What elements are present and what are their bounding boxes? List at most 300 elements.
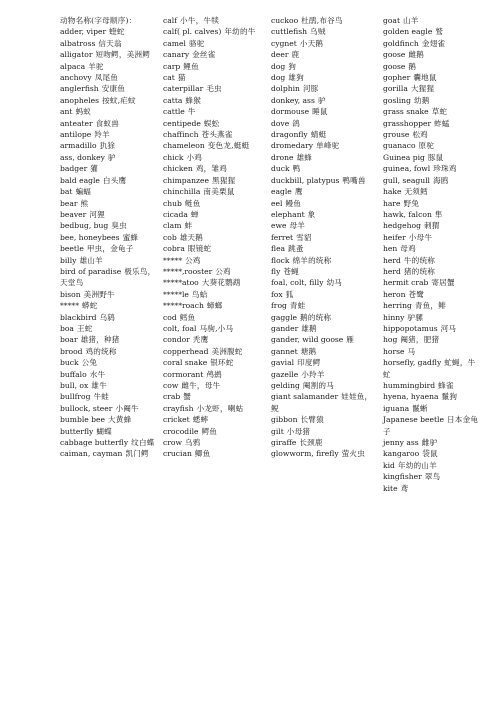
list-item bbox=[271, 118, 373, 129]
list-item bbox=[60, 61, 156, 72]
chinese-name: 动物名称(字母顺序)： bbox=[60, 16, 137, 25]
chinese-name: 鹰 bbox=[294, 187, 303, 197]
english-name: anglerfish bbox=[60, 84, 99, 94]
chinese-name: 小阉牛 bbox=[115, 403, 139, 413]
english-name: bedbug, bug bbox=[60, 221, 109, 231]
list-item bbox=[383, 198, 483, 209]
chinese-name: 鹫 bbox=[435, 27, 444, 37]
chinese-name: 蝉 bbox=[190, 209, 199, 219]
english-name: horsefly, gadfly bbox=[383, 358, 442, 368]
chinese-name: 猫 bbox=[177, 73, 186, 83]
chinese-name: 鹅的统称 bbox=[300, 312, 332, 322]
chinese-name: 蚂蚁 bbox=[75, 107, 92, 117]
chinese-name: 黑猩猩 bbox=[212, 175, 236, 185]
english-name: chub bbox=[163, 198, 182, 208]
english-name: giant salamander bbox=[271, 392, 339, 402]
list-item bbox=[163, 369, 265, 380]
chinese-name: 雌牛，母牛 bbox=[181, 381, 221, 390]
english-name: heifer bbox=[383, 232, 406, 242]
english-name: cob bbox=[163, 232, 177, 242]
chinese-name: 乌鸦 bbox=[184, 438, 201, 448]
list-item bbox=[383, 106, 483, 117]
list-item bbox=[163, 38, 265, 49]
list-item bbox=[60, 334, 156, 345]
english-name: gander, wild goose bbox=[271, 335, 344, 345]
chinese-name: 无须鳕 bbox=[404, 187, 428, 197]
chinese-name: 雄鹅 bbox=[301, 323, 317, 333]
column-2 bbox=[163, 15, 265, 460]
english-name: dormouse bbox=[271, 107, 310, 117]
list-item bbox=[383, 129, 483, 140]
list-item bbox=[163, 277, 265, 288]
chinese-name: 杜鹃,布谷鸟 bbox=[301, 16, 343, 25]
chinese-name: 水牛 bbox=[89, 369, 106, 379]
english-name: cuttlefish bbox=[271, 27, 308, 37]
list-item bbox=[163, 448, 265, 459]
list-item bbox=[60, 106, 156, 117]
chinese-name: 银环蛇 bbox=[210, 358, 234, 368]
english-name: copperhead bbox=[163, 346, 209, 356]
english-name: hedgehog bbox=[383, 221, 421, 231]
english-name: crocodile bbox=[163, 426, 199, 436]
list-item bbox=[60, 118, 156, 129]
list-item bbox=[163, 323, 265, 334]
list-item bbox=[60, 437, 156, 448]
list-item bbox=[383, 163, 483, 174]
list-item bbox=[60, 129, 156, 140]
chinese-name: 小鸡 bbox=[186, 152, 203, 162]
list-item bbox=[383, 312, 483, 323]
list-item bbox=[383, 391, 483, 402]
chinese-name: 跳蚤 bbox=[288, 244, 304, 254]
chinese-name: 鳄鱼 bbox=[201, 426, 218, 436]
list-item bbox=[60, 448, 156, 459]
chinese-name: 鬣狗 bbox=[441, 392, 458, 402]
chinese-name: 雄蜂 bbox=[296, 152, 313, 162]
english-name: jenny ass bbox=[383, 438, 419, 448]
list-item bbox=[271, 426, 373, 437]
chinese-name: 原驼 bbox=[418, 141, 435, 151]
english-name: bee, honeybees bbox=[60, 232, 120, 242]
chinese-name: 驴 bbox=[107, 152, 116, 162]
list-item bbox=[163, 15, 265, 26]
chinese-name: 乌鸫 bbox=[99, 312, 116, 322]
english-name: chaffinch bbox=[163, 130, 199, 140]
list-item bbox=[60, 289, 156, 300]
chinese-name: 按蚊,疟蚊 bbox=[102, 95, 136, 105]
chinese-name: 山羊 bbox=[403, 16, 419, 25]
list-item bbox=[383, 186, 483, 197]
english-name: flea bbox=[271, 244, 286, 254]
chinese-name: 象 bbox=[307, 209, 316, 219]
english-name: fox bbox=[271, 289, 283, 299]
english-name: calf bbox=[163, 16, 178, 25]
list-item bbox=[383, 460, 483, 471]
chinese-name: 年幼的山羊 bbox=[397, 460, 437, 470]
chinese-name: 苍头燕雀 bbox=[201, 130, 233, 140]
chinese-name: 公鸡 bbox=[184, 255, 201, 265]
chinese-name: 鸡的统称 bbox=[85, 346, 117, 356]
list-item bbox=[271, 129, 373, 140]
chinese-name: 乌贼 bbox=[310, 27, 326, 37]
chinese-name: 翠鸟 bbox=[424, 472, 441, 482]
english-name: dog bbox=[271, 73, 286, 83]
english-name: gaggle bbox=[271, 312, 298, 322]
chinese-name: 眼镜蛇 bbox=[187, 244, 212, 254]
english-name: bird of paradise bbox=[60, 266, 122, 276]
chinese-name: 鹅 bbox=[408, 61, 417, 71]
list-item bbox=[383, 323, 483, 334]
english-name: armadillo bbox=[60, 141, 97, 151]
english-name: dromedary bbox=[271, 141, 314, 151]
english-name: albatross bbox=[60, 38, 96, 48]
list-item bbox=[163, 220, 265, 231]
list-item bbox=[383, 26, 483, 37]
chinese-name: 苍蝇 bbox=[283, 266, 299, 276]
list-item bbox=[383, 140, 483, 151]
column-3 bbox=[271, 15, 373, 460]
chinese-name: 河狸 bbox=[89, 209, 105, 219]
english-name: hummingbird bbox=[383, 381, 436, 390]
list-item bbox=[163, 312, 265, 323]
chinese-name: 纹白蝶 bbox=[131, 438, 155, 448]
list-item bbox=[163, 426, 265, 437]
chinese-name: 凤尾鱼 bbox=[94, 73, 119, 83]
chinese-name: 驴 bbox=[317, 95, 326, 105]
list-item bbox=[271, 152, 373, 163]
english-name: ass, donkey bbox=[60, 152, 105, 162]
chinese-name: 蚱蜢 bbox=[434, 118, 450, 128]
english-name: hawk, falcon bbox=[383, 209, 432, 219]
chinese-name: 小母猪 bbox=[286, 426, 311, 436]
english-name: duckbill, platypus bbox=[271, 175, 340, 185]
list-item bbox=[163, 346, 265, 357]
list-item bbox=[271, 414, 373, 425]
chinese-name: 雪貂 bbox=[296, 232, 312, 242]
chinese-name: 驴骡 bbox=[407, 312, 423, 322]
chinese-name: 雁 bbox=[346, 335, 355, 345]
list-item bbox=[383, 95, 483, 106]
english-name: gorilla bbox=[383, 84, 408, 94]
chinese-name: 金翅雀 bbox=[421, 38, 446, 48]
chinese-name: 鲤鱼 bbox=[183, 61, 199, 71]
column-4 bbox=[383, 15, 483, 494]
chinese-name: 雄山羊 bbox=[79, 255, 103, 265]
english-name: badger bbox=[60, 164, 88, 174]
chinese-name: 草蛇 bbox=[431, 107, 448, 117]
list-item bbox=[163, 129, 265, 140]
list-item bbox=[60, 95, 156, 106]
list-item bbox=[271, 38, 373, 49]
chinese-name: 幼鹅 bbox=[413, 95, 430, 105]
list-item bbox=[60, 266, 156, 289]
chinese-name: 美洲野牛 bbox=[83, 289, 115, 299]
chinese-name: 蟒蛇 bbox=[81, 301, 98, 311]
chinese-name: 鸡，雏鸡 bbox=[195, 164, 227, 174]
list-item bbox=[383, 346, 483, 357]
english-name: colt, foal bbox=[163, 323, 197, 333]
list-item bbox=[60, 49, 156, 60]
english-name: fly bbox=[271, 266, 281, 276]
english-name: gavial bbox=[271, 358, 295, 368]
english-name: boar bbox=[60, 335, 78, 345]
english-name: anchovy bbox=[60, 73, 92, 83]
chinese-name: 鳗鱼 bbox=[285, 198, 302, 208]
chinese-name: 雄狗 bbox=[288, 73, 304, 83]
english-name: beetle bbox=[60, 244, 84, 254]
chinese-name: 牛蛙 bbox=[93, 392, 110, 402]
list-item bbox=[60, 391, 156, 402]
english-name: gelding bbox=[271, 381, 300, 390]
chinese-name: 青蛙 bbox=[289, 301, 306, 311]
english-name: alpaca bbox=[60, 61, 86, 71]
english-name: gopher bbox=[383, 73, 411, 83]
english-name: goldfinch bbox=[383, 38, 419, 48]
list-item bbox=[271, 72, 373, 83]
english-name: crayfish bbox=[163, 403, 194, 413]
english-name: crab bbox=[163, 392, 181, 402]
list-item bbox=[60, 38, 156, 49]
chinese-name: 母鸡 bbox=[400, 244, 416, 254]
chinese-name: 苍鹭 bbox=[408, 289, 425, 299]
list-item bbox=[163, 243, 265, 254]
english-name: herd bbox=[383, 266, 401, 276]
english-name: beaver bbox=[60, 209, 87, 219]
english-name: camel bbox=[163, 38, 186, 48]
english-name: cormorant bbox=[163, 369, 204, 379]
list-item bbox=[163, 380, 265, 391]
chinese-name: 雄猪，种猪 bbox=[80, 335, 120, 345]
chinese-name: 美洲腹蛇 bbox=[211, 346, 243, 356]
chinese-name: 白头鹰 bbox=[102, 175, 127, 185]
list-item bbox=[60, 152, 156, 163]
english-name: ***** bbox=[60, 301, 79, 311]
english-name: hinny bbox=[383, 312, 405, 322]
english-name: brood bbox=[60, 346, 83, 356]
list-item bbox=[383, 414, 483, 437]
list-item bbox=[60, 209, 156, 220]
chinese-name: 寄居蟹 bbox=[431, 278, 455, 288]
chinese-name: 大猩猩 bbox=[410, 84, 435, 94]
english-name: cod bbox=[163, 312, 177, 322]
chinese-name: 雌鹅 bbox=[408, 50, 424, 60]
english-name: heron bbox=[383, 289, 406, 299]
english-name: cobra bbox=[163, 244, 185, 254]
chinese-name: 小牛，牛犊 bbox=[180, 16, 219, 25]
list-item bbox=[383, 49, 483, 60]
english-name: eel bbox=[271, 198, 283, 208]
english-name: flock bbox=[271, 255, 290, 265]
chinese-name: 日本金龟子 bbox=[383, 415, 479, 436]
list-item bbox=[383, 152, 483, 163]
chinese-name: 鲫鱼 bbox=[194, 449, 211, 459]
chinese-name: 马驹,小马 bbox=[199, 323, 234, 333]
chinese-name: 熊 bbox=[80, 198, 89, 208]
chinese-name: 袋鼠 bbox=[422, 449, 438, 459]
chinese-name: 幼马 bbox=[326, 278, 343, 288]
english-name: frog bbox=[271, 301, 287, 311]
list-item bbox=[163, 437, 265, 448]
chinese-name: 羊驼 bbox=[88, 61, 104, 71]
chinese-name: 极乐鸟，天堂鸟 bbox=[60, 266, 156, 288]
chinese-name: 凯门鳄 bbox=[125, 449, 149, 459]
english-name: giraffe bbox=[271, 438, 297, 448]
english-name: *****,rooster bbox=[163, 266, 213, 276]
chinese-name: 蚌 bbox=[184, 221, 193, 231]
list-item bbox=[271, 49, 373, 60]
list-item bbox=[163, 83, 265, 94]
english-name: bullfrog bbox=[60, 392, 91, 402]
chinese-name: 毛虫 bbox=[206, 84, 222, 94]
chinese-name: 蝰蛇 bbox=[109, 27, 125, 37]
list-item bbox=[383, 15, 483, 26]
english-name: dove bbox=[271, 118, 290, 128]
chinese-name: 信天翁 bbox=[98, 38, 122, 48]
chinese-name: 甲虫，金龟子 bbox=[86, 244, 134, 254]
list-item bbox=[60, 380, 156, 391]
chinese-name: 短吻鳄，美洲鳄 bbox=[95, 50, 151, 60]
english-name: hermit crab bbox=[383, 278, 429, 288]
list-item bbox=[383, 483, 483, 494]
chinese-name: 海鸥 bbox=[432, 175, 449, 185]
list-item bbox=[383, 380, 483, 391]
list-item bbox=[163, 106, 265, 117]
english-name: crucian bbox=[163, 449, 192, 459]
list-item bbox=[163, 414, 265, 425]
list-item bbox=[163, 403, 265, 414]
english-name: chimpanzee bbox=[163, 175, 210, 185]
chinese-name: 小龙虾，喇蛄 bbox=[196, 403, 244, 413]
list-item bbox=[163, 391, 265, 402]
list-item bbox=[383, 437, 483, 448]
english-name: eagle bbox=[271, 187, 292, 197]
english-name: gibbon bbox=[271, 415, 298, 425]
english-name: chicken bbox=[163, 164, 193, 174]
english-name: calf( pl. calves) bbox=[163, 27, 222, 37]
chinese-name: 长臂猿 bbox=[300, 415, 324, 425]
english-name: goose bbox=[383, 61, 406, 71]
english-name: carp bbox=[163, 61, 181, 71]
english-name: condor bbox=[163, 335, 190, 345]
english-name: *****le bbox=[163, 289, 189, 299]
list-item bbox=[271, 61, 373, 72]
list-item bbox=[60, 72, 156, 83]
english-name: *****atoo bbox=[163, 278, 199, 288]
chinese-name: 秃鹰 bbox=[192, 335, 209, 345]
chinese-name: 河马 bbox=[440, 323, 457, 333]
english-name: bull, ox bbox=[60, 381, 89, 390]
list-item bbox=[60, 403, 156, 414]
list-item bbox=[271, 437, 373, 448]
english-name: gull, seagull bbox=[383, 175, 430, 185]
list-item bbox=[163, 266, 265, 277]
list-item bbox=[383, 118, 483, 129]
english-name: boa bbox=[60, 323, 74, 333]
chinese-name: 青鱼，鲱 bbox=[414, 301, 447, 311]
english-name: bullock, steer bbox=[60, 403, 113, 413]
column-1 bbox=[60, 15, 156, 460]
list-item bbox=[271, 369, 373, 380]
english-name: billy bbox=[60, 255, 77, 265]
english-name: chameleon bbox=[163, 141, 205, 151]
list-item bbox=[383, 289, 483, 300]
chinese-name: 小天鹅 bbox=[299, 38, 324, 48]
chinese-name: 睡鼠 bbox=[312, 107, 328, 117]
list-item bbox=[60, 323, 156, 334]
english-name: iguana bbox=[383, 403, 410, 413]
chinese-name: 犰狳 bbox=[99, 141, 116, 151]
chinese-name: 蜂雀 bbox=[438, 381, 454, 390]
english-name: guinea, fowl bbox=[383, 164, 431, 174]
english-name: cuckoo bbox=[271, 16, 299, 25]
list-item bbox=[60, 369, 156, 380]
english-name: crow bbox=[163, 438, 182, 448]
english-name: anopheles bbox=[60, 95, 100, 105]
chinese-name: 鸢 bbox=[400, 483, 409, 493]
list-item bbox=[271, 312, 373, 323]
chinese-name: 蜜蜂 bbox=[122, 232, 139, 242]
list-item bbox=[271, 357, 373, 368]
list-item bbox=[383, 300, 483, 311]
chinese-name: 狗 bbox=[288, 61, 297, 71]
list-item bbox=[60, 186, 156, 197]
english-name: foal, colt, filly bbox=[271, 278, 324, 288]
english-name: gosling bbox=[383, 95, 411, 105]
list-item bbox=[163, 289, 265, 300]
chinese-name: 印度鳄 bbox=[297, 358, 321, 368]
chinese-name: 南美栗鼠 bbox=[203, 187, 235, 197]
english-name: Japanese beetle bbox=[383, 415, 444, 425]
chinese-name: 鲢鱼 bbox=[184, 198, 201, 208]
english-name: catta bbox=[163, 95, 183, 105]
english-name: blackbird bbox=[60, 312, 97, 322]
english-name: cabbage butterfly bbox=[60, 438, 129, 448]
list-item bbox=[383, 72, 483, 83]
chinese-name: 豚鼠 bbox=[427, 152, 444, 162]
list-item bbox=[271, 334, 373, 345]
english-name: glowworm, firefly bbox=[271, 449, 339, 459]
chinese-name: 猪的统称 bbox=[403, 266, 436, 276]
english-name: gazelle bbox=[271, 369, 299, 379]
list-item bbox=[60, 220, 156, 231]
english-name: guanaco bbox=[383, 141, 416, 151]
english-name: dragonfly bbox=[271, 130, 308, 140]
chinese-name: 隼 bbox=[434, 209, 443, 219]
list-item bbox=[163, 175, 265, 186]
list-item bbox=[271, 163, 373, 174]
english-name: chick bbox=[163, 152, 184, 162]
list-item bbox=[383, 243, 483, 254]
list-item bbox=[163, 140, 265, 151]
list-item bbox=[60, 426, 156, 437]
english-name: antilope bbox=[60, 130, 92, 140]
english-name: herd bbox=[383, 255, 401, 265]
english-name: hake bbox=[383, 187, 402, 197]
list-item bbox=[383, 448, 483, 459]
list-item bbox=[60, 163, 156, 174]
list-item bbox=[271, 391, 373, 414]
list-item bbox=[271, 95, 373, 106]
list-item bbox=[163, 334, 265, 345]
english-name: buck bbox=[60, 358, 79, 368]
chinese-name: 河豚 bbox=[302, 84, 319, 94]
list-item bbox=[271, 380, 373, 391]
chinese-name: 小母牛 bbox=[408, 232, 433, 242]
list-item bbox=[60, 26, 156, 37]
chinese-name: 野兔 bbox=[403, 198, 420, 208]
chinese-name: 年幼的牛 bbox=[224, 27, 256, 37]
english-name: alligator bbox=[60, 50, 93, 60]
